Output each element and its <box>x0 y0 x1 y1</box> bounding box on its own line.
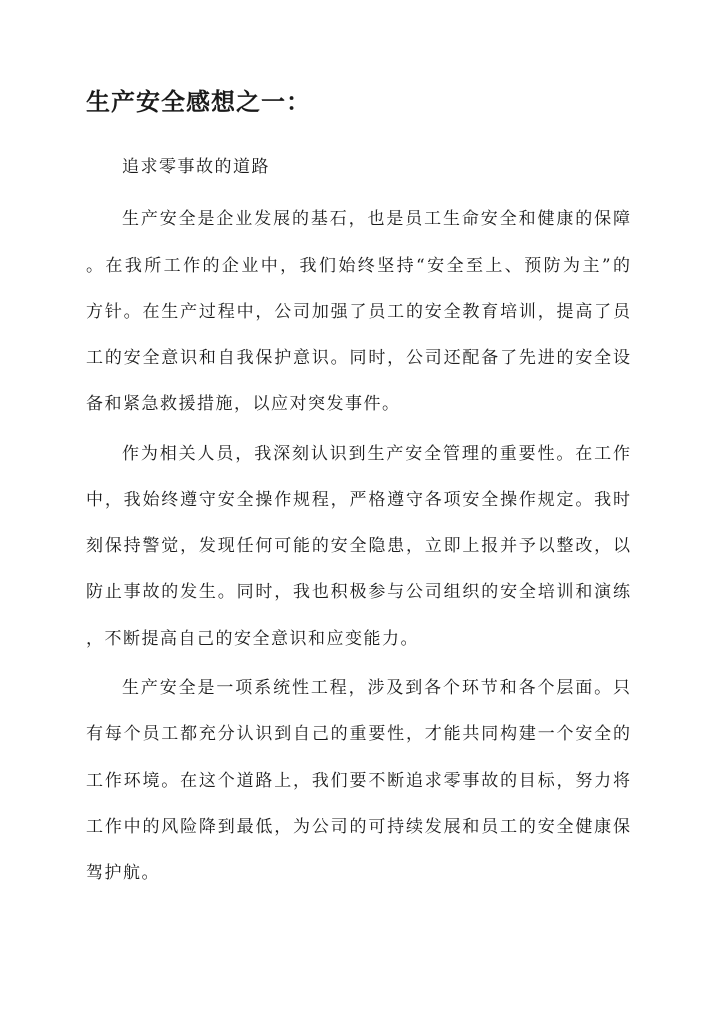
paragraph-line: 工的安全意识和自我保护意识。同时，公司还配备了先进的安全设 <box>86 348 630 368</box>
page-title: 生产安全感想之一： <box>86 87 311 116</box>
paragraph-line: 。在我所工作的企业中，我们始终坚持“安全至上、预防为主”的 <box>86 256 630 276</box>
paragraph-line: 生产安全是一项系统性工程，涉及到各个环节和各个层面。只 <box>122 678 630 698</box>
paragraph-line: 中，我始终遵守安全操作规程，严格遵守各项安全操作规定。我时 <box>86 490 630 510</box>
paragraph-line: 有每个员工都充分认识到自己的重要性，才能共同构建一个安全的 <box>86 724 630 744</box>
paragraph-line: 工作环境。在这个道路上，我们要不断追求零事故的目标，努力将 <box>86 771 630 791</box>
paragraph-line: 驾护航。 <box>86 863 160 883</box>
paragraph-line: 作为相关人员，我深刻认识到生产安全管理的重要性。在工作 <box>122 444 630 464</box>
subtitle: 追求零事故的道路 <box>122 157 270 177</box>
paragraph-line: 刻保持警觉，发现任何可能的安全隐患，立即上报并予以整改，以 <box>86 536 630 556</box>
paragraph-line: ，不断提高自己的安全意识和应变能力。 <box>86 629 419 649</box>
paragraph-line: 工作中的风险降到最低，为公司的可持续发展和员工的安全健康保 <box>86 817 630 837</box>
paragraph-line: 生产安全是企业发展的基石，也是员工生命安全和健康的保障 <box>122 209 630 229</box>
paragraph-line: 方针。在生产过程中，公司加强了员工的安全教育培训，提高了员 <box>86 302 630 322</box>
paragraph-line: 备和紧急救援措施，以应对突发事件。 <box>86 394 401 414</box>
paragraph-line: 防止事故的发生。同时，我也积极参与公司组织的安全培训和演练 <box>86 582 630 602</box>
